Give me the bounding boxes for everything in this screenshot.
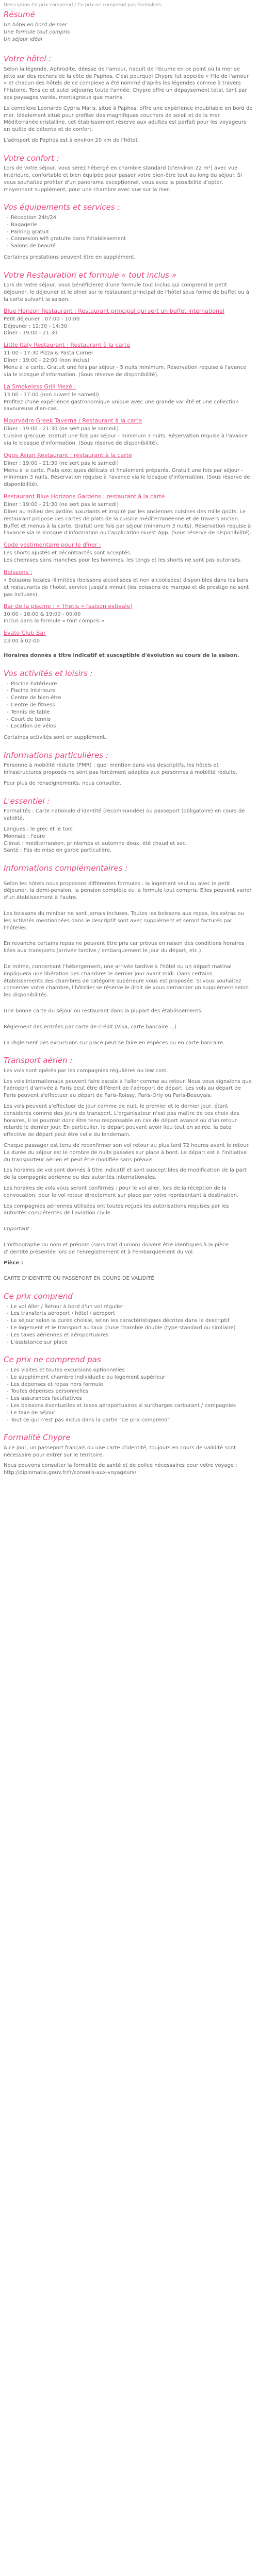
document-label: Pièce : (4, 1260, 23, 1266)
list-item: - Toutes dépenses personnelles (11, 1388, 253, 1395)
dining-title: Votre Restauration et formule « tout inclus » (4, 270, 176, 280)
list-item: - Piscine Extérieure (11, 681, 253, 688)
complement-paragraph: Les boissons du minibar ne sont jamais incluses. Toutes les boissons aux repas, les extras ou les activités mentionnées dans le descriptif sont avec supplément et seront facturés par l'hôtelier. (4, 910, 244, 931)
restaurant-name: Restaurant Blue Horizons Gardens : restaurant à la carte (4, 493, 165, 500)
complement-paragraph: La règlement des excursions sur place peut se faire en espèces ou en carte bancaire. (4, 1040, 225, 1046)
important-label: Important : (4, 1226, 33, 1232)
essential-paragraph: Formalités : Carte nationale d'identité (recommandée) ou passeport (obligatoire) en cours de validité. (4, 808, 245, 822)
list-item: - Tout ce qui n'est pas inclus dans la partie "Ce prix comprend" (11, 1417, 253, 1424)
hours-line: Buffet et menus à la carte. Gratuit une fois par séjour (minimum 3 nuits). Réservation requise à l'avance via le kiosque d'information ou l'application Guest App. (Sous réserve de disponibilité). (4, 523, 252, 536)
restaurant-hours (4, 501, 253, 537)
included-title: Ce prix comprend (4, 1292, 73, 1301)
restaurant-hours (4, 350, 253, 378)
comfort-paragraph: Lors de votre séjour, vous serez hébergé en chambre standard (d'environ 22 m²) avec vue intérieure, confortable et bien équipée pour passer votre bien-être tout au long du séjour. Si vous souhaitez profiter d'un panorama exceptionnel, vous avez la possibilité d'opter, moyennant supplément, pour une chambre avec vue sur la mer. (4, 165, 242, 193)
info-paragraph: Personne à mobilité réduite (PMR) : quel mention dans vos descriptifs, les hôtels et infrastructures proposés ne sont pas forcément adaptés aux personnes à mobilité réduite. (4, 762, 238, 776)
list-item: - Le vol Aller / Retour à bord d'un vol régulier (11, 1303, 253, 1311)
complement-paragraph: Selon les hôtels nous proposons différentes formules : la logement seul ou avec le petit déjeuner, la demi-pension, la pension complète ou la formule tout compris. Elles peuvent varier d'un établissement à l'autre. (4, 880, 252, 901)
bar-hours (4, 611, 253, 625)
essential-line: Climat : méditerranéen, printemps et automne doux, été chaud et sec. (4, 840, 187, 846)
dress-line: Les shorts ajustés et décontractés sont acceptés. (4, 550, 132, 556)
list-item: - Location de vélos (11, 723, 253, 730)
hotel-title: Votre hôtel : (4, 54, 52, 64)
list-item: - Les dépenses et repas hors formule (11, 1381, 253, 1388)
list-item: - Le séjour selon la durée choisie, selon les caractéristiques décrites dans le descriptif (11, 1317, 253, 1325)
hours-line: 13:00 - 17:00 (non ouvert le samedi) (4, 392, 99, 398)
transport-paragraph: Les vols peuvent s'effectuer de jour comme de nuit, le premier et le dernier jour, étant considérés comme des jours de transport. L'organisateur n'est pas maître de ces choix des horaires, il se pourrait donc être tenu responsable en cas de départ avancé ou d'un retour retardé le dernier jour. En particulier, le départ pouvant avoir lieu tout en soirée, la date effective de départ peut être celle du lendemain. (4, 1104, 239, 1138)
essential-line: Langues : le grec et le turc (4, 826, 73, 832)
bar-name: Bar de la piscine : « Thetis » (saison estivale) (4, 602, 133, 609)
list-item: - Parking gratuit (11, 229, 253, 236)
document-requirement: CARTE D'IDENTITÉ OU PASSEPORT EN COURS DE VALIDITÉ (4, 1276, 154, 1282)
dress-code-title: Code vestimentaire pour le dîner : (4, 541, 101, 549)
dress-code (4, 550, 253, 564)
hours-line: Dîner : 19:00 - 21:30 (ne sert pas le samedi) (4, 460, 119, 466)
formalities-paragraph: A ce jour, un passeport français ou une carte d'identité, toujours en cours de validité sont nécessaire pour entrer sur le territoire. (4, 1445, 236, 1458)
restaurant-name: Blue Horizon Restaurant : Restaurant principal qui sert un buffet international (4, 307, 224, 314)
restaurant-hours (4, 460, 253, 488)
comfort-title: Votre confort : (4, 153, 59, 163)
resume-title: Résumé (4, 10, 35, 20)
resume-list (4, 22, 253, 43)
hotel-paragraph: Le complexe Leonardo Cypria Maris, situé à Paphos, offre une expérience inoubliable en bord de mer. Idéalement situé pour profiter des magnifiques couchers de soleil et de la mer Méditerranée cristalline, cet établissement réserve aux adultes est parfait pour les voyageurs en quête de détente et de confort. (4, 105, 253, 133)
transport-paragraph: Les horaires de vols vous seront confirmés : pour le vol aller, lors de la réception de la convocation, pour le vol retour directement sur place par votre représentant à destination. (4, 1185, 239, 1198)
essential-details (4, 826, 253, 854)
restaurant-hours (4, 392, 253, 413)
transport-paragraph: Chaque passager est tenu de reconfirmer son vol retour au plus tard 72 heures avant le retour. La durée du séjour est le nombre de nuits passées sur place à bord. Le départ est à l'initiative du transporteur aérien et peut être modifiée sans préavis. (4, 1143, 250, 1163)
excluded-list (4, 1367, 253, 1423)
hours-line: Inclus dans la formule « tout compris ». (4, 618, 106, 624)
list-item: - Les visites et toutes excursions optionnelles (11, 1367, 253, 1374)
transport-title: Transport aérien : (4, 1056, 73, 1065)
hours-line: 11:00 - 17:30 Pizza & Pasta Corner (4, 350, 93, 357)
list-item: - Réception 24h/24 (11, 214, 253, 222)
list-item: - Le taxe de séjour (11, 1410, 253, 1417)
complement-paragraph: Règlement des entrées par carte de crédit (Visa, carte bancaire ...) (4, 1024, 177, 1030)
dress-line: Les chemises sans manches pour les hommes, les tongs et les shorts ne sont pas autorisés. (4, 557, 242, 564)
list-item: - Centre de bien-être (11, 694, 253, 702)
activities-note: Certaines activités sont en supplément. (4, 735, 107, 741)
complement-paragraph: Une bonne carte du séjour ou restaurant dans la plupart des établissements. (4, 1008, 203, 1014)
essential-line: Santé : Pas de mise en garde particulière. (4, 848, 112, 854)
hotel-paragraph: L'aéroport de Paphos est à environ 20 km de l'hôtel. (4, 137, 139, 143)
list-item: - Le logement et le transport au taux d'une chambre double (type standard ou similaire) (11, 1325, 253, 1332)
equipment-note: Certaines prestations peuvent être en supplément. (4, 254, 136, 260)
info-title: Informations particulières : (4, 750, 108, 760)
resume-line: Une formule tout compris (4, 29, 70, 35)
bar-hours (4, 638, 253, 645)
restaurant-hours (4, 316, 253, 337)
transport-paragraph: Les vols internationaux peuvent faire escale à l'aller comme au retour. Nous vous signalons que l'aéroport d'arrivée à Paris peut être différent de l'aéroport de départ. Les vols au départ de Paris peuvent s'effectuer au départ de Paris-Roissy, Paris-Orly ou Paris-Beauvais. (4, 1078, 252, 1099)
restaurant-name: La Smokeless Grill Mezé : (4, 383, 76, 390)
activities-title: Vos activités et loisirs : (4, 669, 93, 679)
excluded-title: Ce prix ne comprend pas (4, 1355, 101, 1365)
list-item: - Connexion wifi gratuite dans l'établissement (11, 235, 253, 243)
list-item: - Les boissons éventuelles et taxes aéroportuaires si surcharges carburant / compagnies (11, 1402, 253, 1410)
hours-line: Dîner : 19:00 - 22:00 (non inclus) (4, 358, 90, 364)
list-item: - Piscine Intérieure (11, 687, 253, 694)
equipment-list (4, 214, 253, 250)
list-item: - Salons de beauté (11, 243, 253, 250)
hours-line: Dîner au milieu des jardins luxuriants et inspiré par les anciennes cuisines des mille goûts. Le restaurant propose des cartes de plats de la cuisine méditerranéenne et de travers ancien. (4, 509, 246, 522)
restaurant-name: Mourvédre Greek Taverna / Restaurant à la carte (4, 417, 142, 425)
resume-line: Un séjour idéal (4, 36, 42, 42)
list-item: - Tennis de table (11, 709, 253, 716)
hours-line: 10:00 - 18:00 & 19:00 - 00:00 (4, 611, 81, 617)
transport-paragraph: Les vols sont opérés par les compagnies régulières ou low cost. (4, 1067, 168, 1074)
hours-line: Profitez d'une expérience gastronomique unique avec une grande variété et une collection savoureuse d'en-cas. (4, 399, 239, 412)
activities-list (4, 681, 253, 731)
bar-name: Evato Club Bar (4, 630, 46, 637)
complement-paragraph: De même, concernant l'hébergement, une arrivée tardive à l'hôtel ou un départ matinal impliquera une libération des chambres le dernier jour avant midi. Dans certains établissements des chambres de catégorie supérieure vous est proposée. Si vous souhaitez conserver votre chambre, l'hôtelier se réserve le droit de vous demander un supplément selon les disponibilités. (4, 963, 249, 998)
beverages-title: Boissons : (4, 568, 33, 575)
restaurant-hours (4, 426, 253, 447)
equipment-title: Vos équipements et services : (4, 202, 120, 212)
hours-line: Menu à la carte. Plats exotiques délicats et finalement préparés. Gratuit une fois par séjour - minimum 3 nuits. Réservation requise à l'avance via le kiosque d'information. (Sous réserve de disponibilité). (4, 467, 250, 488)
list-item: - L'assistance sur place (11, 1339, 253, 1346)
hours-warning: Horaires donnés à titre indicatif et susceptible d'évolution au cours de la saison. (4, 653, 239, 659)
essential-title: L'essentiel : (4, 796, 50, 806)
restaurant-name: Little Italy Restaurant : Restaurant à la carte (4, 342, 131, 349)
list-item: - Bagagerie (11, 222, 253, 229)
hours-line: Dîner : 19:00 - 21:30 (4, 330, 58, 336)
hours-line: Petit déjeuner : 07:00 - 10:00 (4, 316, 80, 322)
tabs-line: Description Ce prix comprend / Ce prix ne comprend pas Formalités (4, 3, 162, 8)
dining-paragraph: Lors de votre séjour, vous bénéficierez d'une formule tout inclus qui comprend le petit déjeuner, le déjeuner et le dîner sur le restaurant principal de l'hôtel sous forme de buffet ou à la carte suivant la saison. (4, 282, 249, 302)
complement-paragraph: En revanche certains repas ne peuvent être pris car prévus en raison des conditions horaires liées aux transports (arrivée tardive / embarquement le jour du départ, etc.). (4, 941, 245, 954)
hours-line: Dîner : 19:00 - 21:30 (ne sert pas le samedi) (4, 426, 119, 432)
formalities-title: Formalité Chypre (4, 1433, 71, 1443)
hours-line: Menu à la carte. Gratuit une fois par séjour - 5 nuits minimum. Réservation requise à l'avance via le kiosque d'information. (Sous réserve de disponibilité). (4, 364, 247, 378)
info-paragraph: Pour plus de renseignements, nous consulter. (4, 781, 121, 787)
hotel-paragraph: Selon la légende, Aphrodite, déesse de l'amour, naquit de l'écume en ce point où la mer se jette sur des rochers de la côte de Paphos. C'est pourquoi Chypre fut appelée « l'Ile de l'amour » et chacun des hôtels de ce complexe a été nommé d'après les légendes comme à travers l'histoire. Tens ce et autel séjourne toute l'année. Chypre offre un dépaysement total, tant par ses paysages variés, montagneux que marins. (4, 66, 249, 100)
beverages-line: • Boissons locales illimitées (boissons alcoolisées et non alcoolisées) disponibles dans les bars et restaurants de l'hôtel, service jusqu'à minuit (les boissons de marque et de prestige ne sont pas incluses). (4, 578, 249, 598)
list-item: - Les taxes aériennes et aéroportuaires (11, 1332, 253, 1339)
list-item: - Le supplément chambre individuelle ou logement supérieur (11, 1374, 253, 1381)
transport-paragraph: Les compagnies aériennes utilisées ont toutes reçues les autorisations requises par les autorités compétentes de l'aviation civile. (4, 1203, 229, 1216)
hours-line: Dîner : 19:00 - 21:30 (ne sert pas le samedi) (4, 502, 119, 508)
transport-paragraph: Les horaires de vol sont donnés à titre indicatif et sont susceptibles de modification de la part de la compagnie aérienne ou des autorités internationales. (4, 1167, 247, 1181)
list-item: - Court de tennis (11, 716, 253, 723)
list-item: - Centre de fitness (11, 702, 253, 709)
resume-line: Un hôtel en bord de mer (4, 22, 67, 28)
restaurant-name: Ogos Asian Restaurant : restaurant à la carte (4, 451, 132, 459)
hours-line: 23:00 à 02:00 (4, 638, 40, 645)
list-item: - Les transferts aéroport / hôtel / aéroport (11, 1310, 253, 1317)
transport-paragraph: L'orthographe du nom et prénom (sans trait d'union) doivent être identiques à la pièce d'identité présentée lors de l'enregistrement et à l'embarquement du vol. (4, 1242, 229, 1255)
essential-line: Monnaie : l'euro (4, 833, 45, 839)
list-item: - Les assurances facultatives (11, 1395, 253, 1402)
complement-title: Informations complémentaires : (4, 863, 128, 873)
hours-line: Cuisine grecque. Gratuit une fois par séjour - minimum 3 nuits. Réservation requise à l'avance via le kiosque d'information. (Sous réserve de disponibilité). (4, 433, 248, 446)
formalities-paragraph: Nous pouvons consulter la formalité de santé et de police nécessaires pour votre voyage : http://diplomatie.gouv.fr/fr/conseils-aux-voyageurs/ (4, 1463, 237, 1476)
hours-line: Déjeuner : 12:30 - 14:30 (4, 323, 68, 329)
included-list (4, 1303, 253, 1346)
